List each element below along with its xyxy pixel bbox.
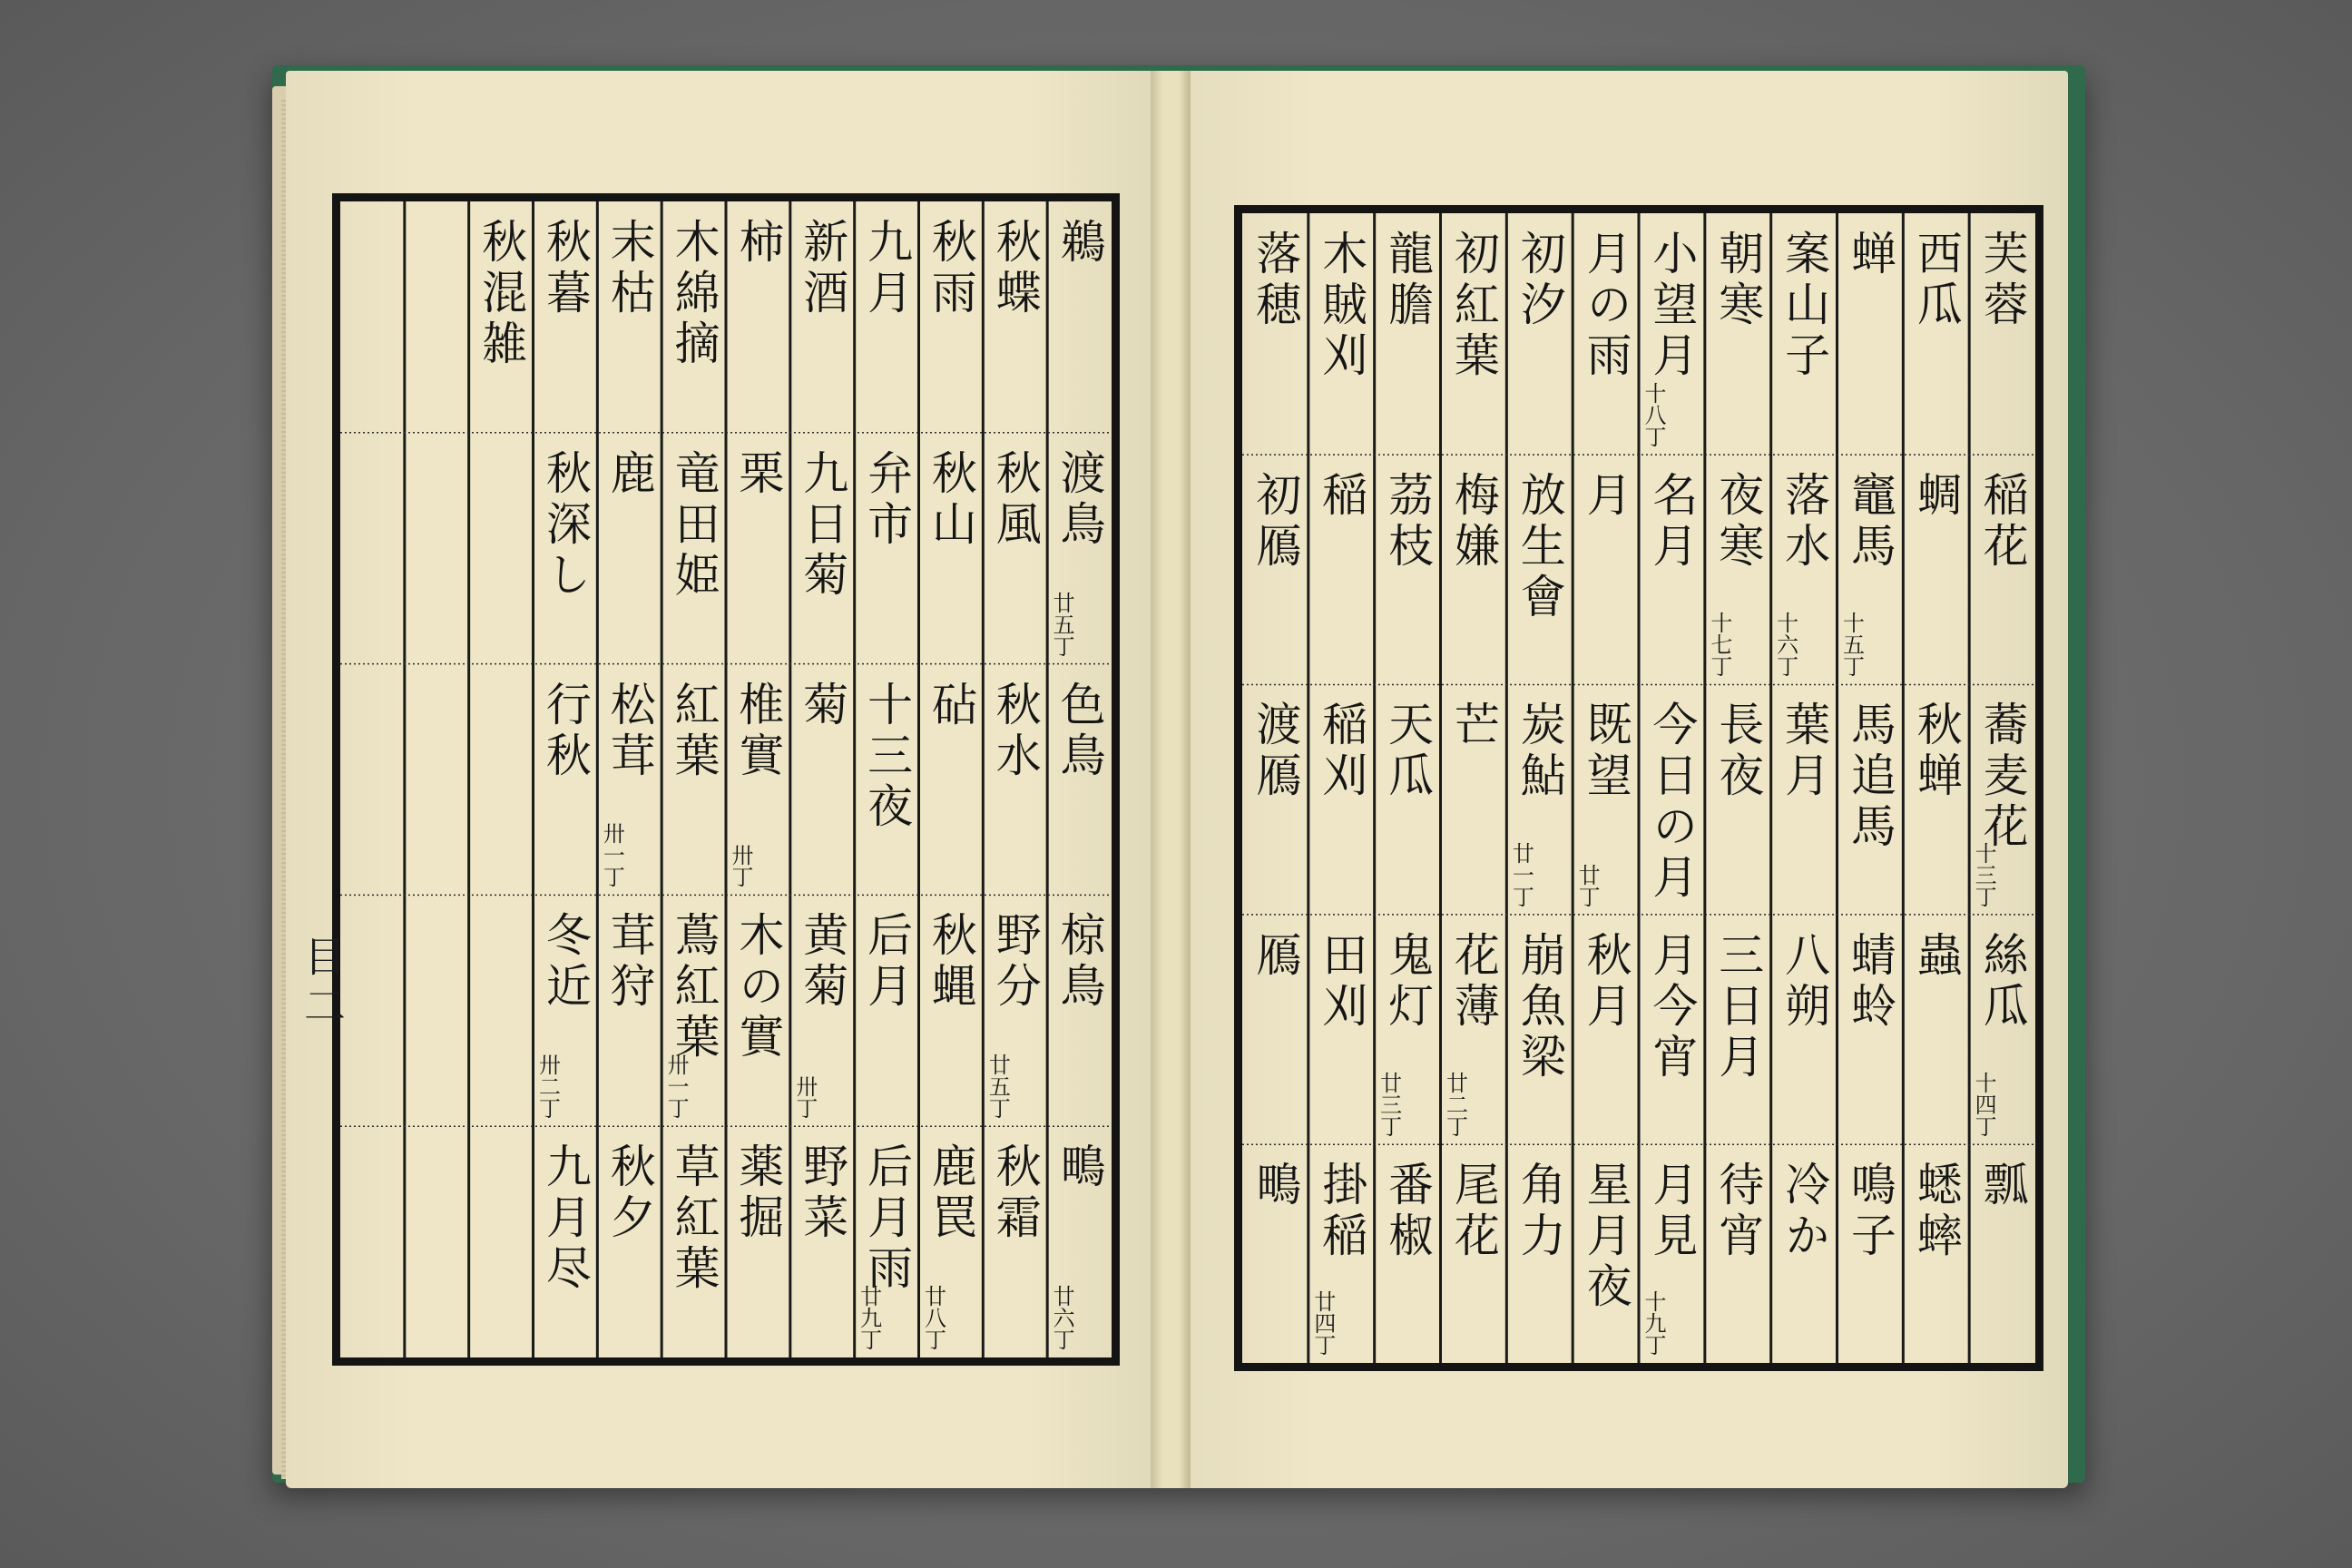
season-word: 稲 [1315,471,1368,523]
season-word: 梅嫌 [1446,471,1500,573]
index-cell [662,681,726,896]
season-word: 秋蝿 [924,911,977,1014]
page-reference: 十九丁 [1641,1289,1667,1356]
index-cell [469,218,534,433]
season-word: 崩魚梁 [1513,930,1566,1083]
season-word: 落水 [1778,471,1831,573]
season-word: 秋蝉 [1909,701,1963,803]
page-reference: 廿一丁 [1508,841,1534,907]
index-cell [726,681,790,896]
index-column [340,201,405,1357]
index-cell [1639,471,1705,684]
index-cell [597,1142,662,1357]
season-word: 瓢 [1975,1161,2029,1212]
season-word: 秋深し [538,448,592,602]
season-word: 番椒 [1381,1161,1435,1263]
season-word: 鴫 [1249,1161,1302,1212]
season-word: 案山子 [1778,230,1831,382]
season-word: 尾花 [1446,1161,1500,1263]
index-cell [919,1142,984,1357]
season-word: 芙蓉 [1975,230,2029,331]
index-column [1441,213,1507,1363]
season-word: 掛稲 [1315,1161,1368,1263]
index-cell [855,911,919,1126]
season-word: 渡鳥 [1053,448,1106,551]
season-word: 田刈 [1315,930,1368,1033]
page-reference: 廿四丁 [1309,1289,1336,1356]
index-cell [534,1142,598,1357]
index-cell [1242,471,1308,684]
season-word: 鴫 [1053,1142,1106,1194]
index-column [597,201,662,1357]
index-cell [1506,230,1573,455]
index-column [1903,213,1969,1363]
index-cell [1705,1161,1771,1363]
season-word: 草紅葉 [667,1142,720,1296]
index-cell [1308,471,1375,684]
season-word: 茘枝 [1381,471,1435,573]
index-column [1506,213,1573,1363]
index-column [534,201,598,1357]
index-cell [534,681,598,896]
index-cell [1573,931,1639,1144]
season-word: 茸狩 [603,911,656,1014]
index-cell [1573,1161,1639,1363]
season-word: 秋夕 [603,1142,656,1245]
season-word: 夜寒 [1711,471,1765,573]
index-cell [1375,230,1441,455]
season-word: 九月 [860,218,914,319]
season-word: 菊 [796,680,849,731]
index-cell [790,911,855,1126]
index-column [405,201,469,1357]
index-cell [919,681,984,896]
season-word: 紅葉 [667,680,720,782]
index-cell [1969,1161,2035,1363]
season-word: 蝉 [1843,230,1896,280]
page-reference: 卅一丁 [599,822,625,888]
index-cell [1838,1161,1904,1363]
index-cell [534,218,598,433]
season-word: 鬼灯 [1381,930,1435,1033]
season-word: 既望 [1579,701,1632,803]
index-cell [1838,931,1904,1144]
season-word: 后月雨 [860,1142,914,1296]
season-word: 秋霜 [988,1142,1042,1245]
index-cell [1705,471,1771,684]
index-cell [1771,1161,1838,1363]
season-word: 葉月 [1778,701,1831,803]
index-cell [1375,471,1441,684]
index-cell [1639,931,1705,1144]
index-cell [1047,218,1112,433]
index-cell [983,449,1047,664]
season-word: 末枯 [603,218,656,319]
page-reference: 卅丁 [791,1075,818,1120]
season-word: 角力 [1513,1161,1566,1263]
page-reference: 十三丁 [1971,841,1997,907]
season-word: 名月 [1645,471,1699,573]
season-word: 初汐 [1513,230,1566,331]
season-word: 炭鮎 [1513,701,1566,803]
index-cell [1506,1161,1573,1363]
index-cell [1771,701,1838,914]
folio-mark: 目二 [298,935,347,1033]
season-word: 秋風 [988,448,1042,551]
index-cell [1308,701,1375,914]
index-cell [662,449,726,664]
season-word: 蟋蟀 [1909,1161,1963,1263]
index-cell [1969,471,2035,684]
season-word: 落穂 [1249,230,1302,331]
index-column [662,201,726,1357]
season-word: 西瓜 [1909,230,1963,331]
index-cell [983,218,1047,433]
season-word: 小望月 [1645,230,1699,382]
page-reference: 卅二丁 [534,1054,561,1120]
season-word: 黄菊 [796,911,849,1014]
season-word: 砧 [924,680,977,731]
page-reference: 廿三丁 [1376,1072,1402,1138]
season-word: 薬掘 [731,1142,785,1245]
season-word: 放生會 [1513,471,1566,624]
season-word: 蔦紅葉 [667,911,720,1064]
season-word: 蜩 [1909,471,1963,523]
index-cell [534,911,598,1126]
index-column [919,201,984,1357]
index-cell [983,681,1047,896]
season-word: 十三夜 [860,680,914,833]
page-reference: 卅丁 [728,844,754,888]
season-word: 長夜 [1711,701,1765,803]
season-word: 八朔 [1778,930,1831,1033]
right-index-table [1234,205,2043,1371]
index-cell [1375,1161,1441,1363]
season-word: 天瓜 [1381,701,1435,803]
page-reference: 廿九丁 [856,1284,882,1350]
index-cell [1838,701,1904,914]
season-word: 行秋 [538,680,592,782]
index-cell [1308,931,1375,1144]
index-cell [1771,230,1838,455]
index-cell [1242,1161,1308,1363]
page-reference: 十五丁 [1838,612,1865,678]
index-cell [1705,701,1771,914]
index-cell [1441,931,1507,1144]
index-cell [919,449,984,664]
season-word: 鴈 [1249,930,1302,982]
page-reference: 廿五丁 [1049,591,1075,657]
index-column [790,201,855,1357]
index-column [1047,201,1112,1357]
index-cell [1375,931,1441,1144]
index-column [1771,213,1838,1363]
season-word: 月今宵 [1645,930,1699,1083]
index-cell [1506,931,1573,1144]
season-word: 竈馬 [1843,471,1896,573]
index-cell [662,218,726,433]
season-word: 龍膽 [1381,230,1435,331]
season-word: 野分 [988,911,1042,1014]
index-column [1242,213,1308,1363]
index-column [469,201,534,1357]
index-cell [1441,230,1507,455]
season-word: 秋山 [924,448,977,551]
index-cell [855,449,919,664]
index-cell [1506,701,1573,914]
index-column [1639,213,1705,1363]
index-cell [1308,230,1375,455]
index-cell [1639,230,1705,455]
season-word: 初鴈 [1249,471,1302,573]
index-cell [1242,931,1308,1144]
page-reference: 廿五丁 [985,1054,1011,1120]
index-cell [1838,471,1904,684]
season-word: 野菜 [796,1142,849,1245]
season-word: 后月 [860,911,914,1014]
index-column [1308,213,1375,1363]
index-column [726,201,790,1357]
page-reference: 十八丁 [1641,382,1667,448]
page-reference: 十四丁 [1971,1072,1997,1138]
page-reference: 卅一丁 [663,1054,690,1120]
index-cell [1771,471,1838,684]
book-gutter [1151,71,1191,1488]
index-cell [1047,911,1112,1126]
index-cell [919,911,984,1126]
index-cell [1969,230,2035,455]
season-word: 蜻蛉 [1843,930,1896,1033]
page-reference: 十六丁 [1772,612,1798,678]
season-word: 秋水 [988,680,1042,782]
index-cell [1903,1161,1969,1363]
index-cell [1573,230,1639,455]
index-cell [597,449,662,664]
season-word: 柿 [731,218,785,269]
index-cell [919,218,984,433]
season-word: 鵜 [1053,218,1106,269]
season-word: 星月夜 [1579,1161,1632,1314]
season-word: 月の雨 [1579,230,1632,382]
index-cell [726,218,790,433]
season-word: 竜田姫 [667,448,720,602]
index-column [1705,213,1771,1363]
season-word: 秋雨 [924,218,977,319]
index-cell [855,218,919,433]
index-cell [1969,931,2035,1144]
index-cell [1308,1161,1375,1363]
index-cell [662,911,726,1126]
index-cell [1047,681,1112,896]
index-cell [1903,471,1969,684]
page-reference: 廿八丁 [920,1284,946,1350]
index-cell [597,218,662,433]
index-cell [1639,701,1705,914]
season-word: 栗 [731,448,785,500]
index-cell [1969,701,2035,914]
index-cell [1441,701,1507,914]
index-cell [534,449,598,664]
season-word: 三日月 [1711,930,1765,1083]
index-cell [726,911,790,1126]
season-word: 芒 [1446,701,1500,752]
season-word: 木の實 [731,911,785,1064]
index-cell [983,1142,1047,1357]
season-word: 新酒 [796,218,849,319]
index-cell [597,911,662,1126]
season-word: 秋混雑 [475,218,528,370]
season-word: 馬追馬 [1843,701,1896,854]
index-cell [1903,701,1969,914]
index-cell [662,1142,726,1357]
season-word: 月 [1579,471,1632,523]
season-word: 稲刈 [1315,701,1368,803]
season-word: 鹿 [603,448,656,500]
left-index-table [332,193,1120,1366]
index-column [1573,213,1639,1363]
index-cell [1506,471,1573,684]
page-reference: 廿丁 [1574,863,1601,907]
season-word: 朝寒 [1711,230,1765,331]
season-word: 蕎麦花 [1975,701,2029,854]
index-cell [1903,931,1969,1144]
index-column [1838,213,1904,1363]
page-reference: 廿二丁 [1442,1072,1468,1138]
index-cell [1242,701,1308,914]
season-word: 色鳥 [1053,680,1106,782]
season-word: 花薄 [1446,930,1500,1033]
season-word: 秋蝶 [988,218,1042,319]
index-cell [1573,701,1639,914]
index-cell [1838,230,1904,455]
index-cell [790,681,855,896]
season-word: 鹿罠 [924,1142,977,1245]
season-word: 木綿摘 [667,218,720,370]
index-column [983,201,1047,1357]
page-reference: 廿六丁 [1049,1284,1075,1350]
season-word: 秋月 [1579,930,1632,1033]
season-word: 冷か [1778,1161,1831,1263]
season-word: 月見 [1645,1161,1699,1263]
index-cell [1047,1142,1112,1357]
season-word: 待宵 [1711,1161,1765,1263]
index-column [1969,213,2035,1363]
season-word: 今日の月 [1645,701,1699,905]
index-column [1375,213,1441,1363]
index-cell [1705,230,1771,455]
index-cell [983,911,1047,1126]
season-word: 弁市 [860,448,914,551]
index-cell [1771,931,1838,1144]
season-word: 秋暮 [538,218,592,319]
index-cell [1639,1161,1705,1363]
season-word: 冬近 [538,911,592,1014]
index-cell [855,1142,919,1357]
season-word: 鳴子 [1843,1161,1896,1263]
page-reference: 十七丁 [1706,612,1732,678]
season-word: 稲花 [1975,471,2029,573]
season-word: 九月尽 [538,1142,592,1296]
index-cell [1047,449,1112,664]
season-word: 木賊刈 [1315,230,1368,382]
index-cell [790,449,855,664]
season-word: 九日菊 [796,448,849,602]
season-word: 初紅葉 [1446,230,1500,382]
index-cell [1242,230,1308,455]
season-word: 渡鴈 [1249,701,1302,803]
index-cell [790,218,855,433]
index-cell [1375,701,1441,914]
index-column [855,201,919,1357]
index-cell [1903,230,1969,455]
index-cell [1573,471,1639,684]
index-cell [1441,471,1507,684]
index-cell [726,449,790,664]
season-word: 椎實 [731,680,785,782]
index-cell [726,1142,790,1357]
season-word: 絲瓜 [1975,930,2029,1033]
index-cell [1705,931,1771,1144]
season-word: 椋鳥 [1053,911,1106,1014]
season-word: 蟲 [1909,930,1963,982]
index-cell [790,1142,855,1357]
index-cell [855,681,919,896]
index-cell [597,681,662,896]
index-cell [1441,1161,1507,1363]
season-word: 松茸 [603,680,656,782]
